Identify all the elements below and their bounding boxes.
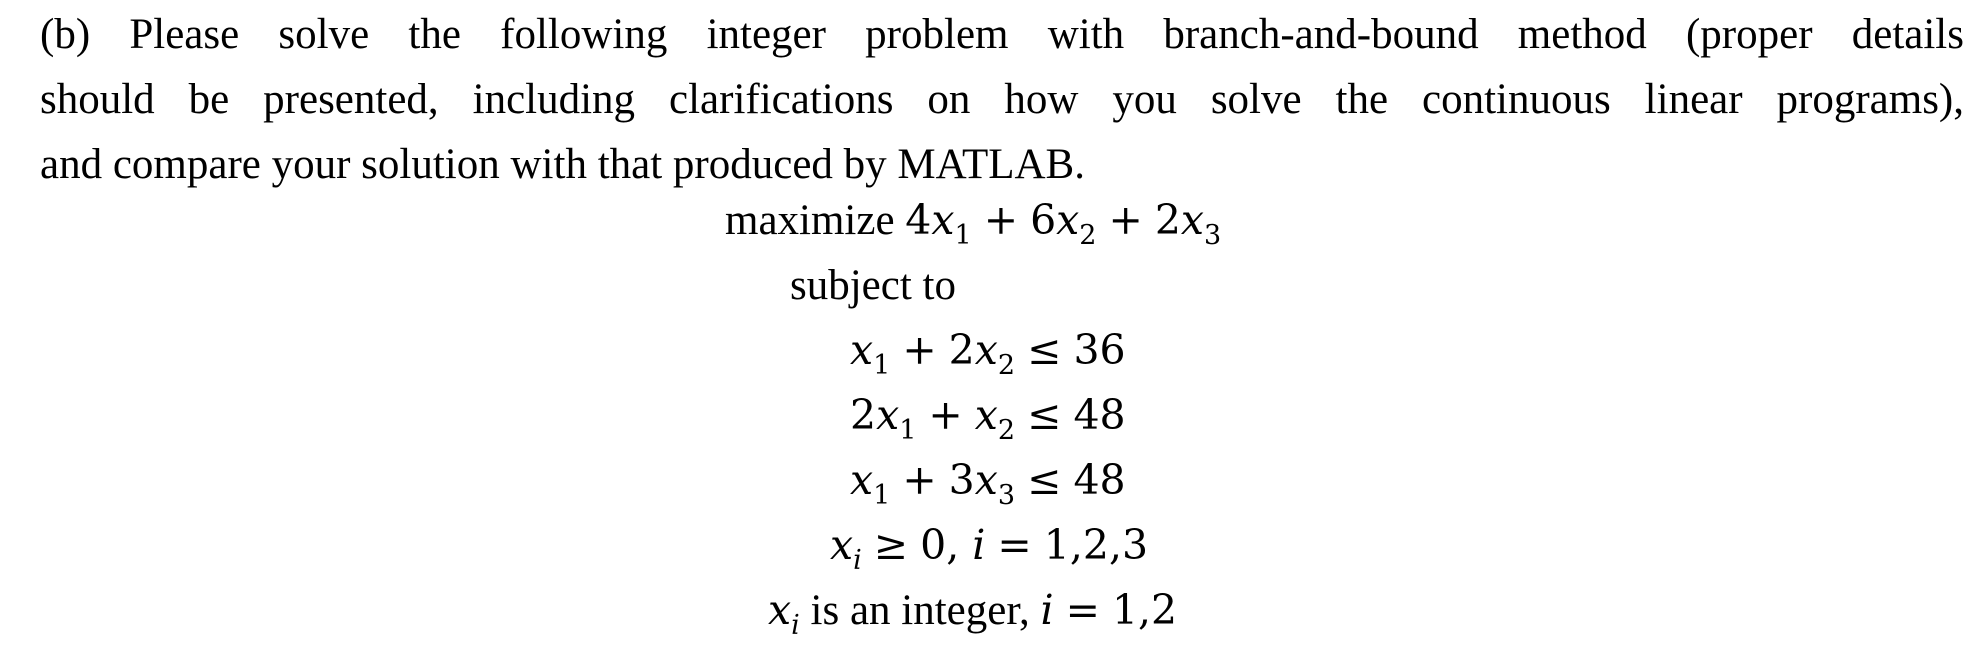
objective-line [725,188,1221,258]
constraint-1: $x_1 + 2x_2 \le 36$ [850,326,1126,381]
constraint-2: $2x_1 + x_2 \le 48$ [850,391,1126,446]
constraint-3: $x_1 + 3x_3 \le 48$ [850,456,1126,511]
integrality-constraint: $x_i$ is an integer, i = 1,2 [768,586,1178,641]
problem-statement [40,2,1964,197]
problem-line-3: and compare your solution with that produced by MATLAB. [40,141,1085,188]
objective-expression: $4x_1 + 6x_2 + 2x_3$ [905,196,1222,251]
objective-keyword: maximize [725,197,895,244]
problem-line-1: (b) Please solve the following integer problem with branch-and-bound method (proper details [40,11,1964,58]
problem-line-2: should be presented, including clarifications on how you solve the continuous linear programs), [40,76,1964,123]
nonnegativity-constraint: $x_i \ge 0$, i = 1,2,3 [830,521,1149,576]
subject-to-label: subject to [790,262,956,309]
